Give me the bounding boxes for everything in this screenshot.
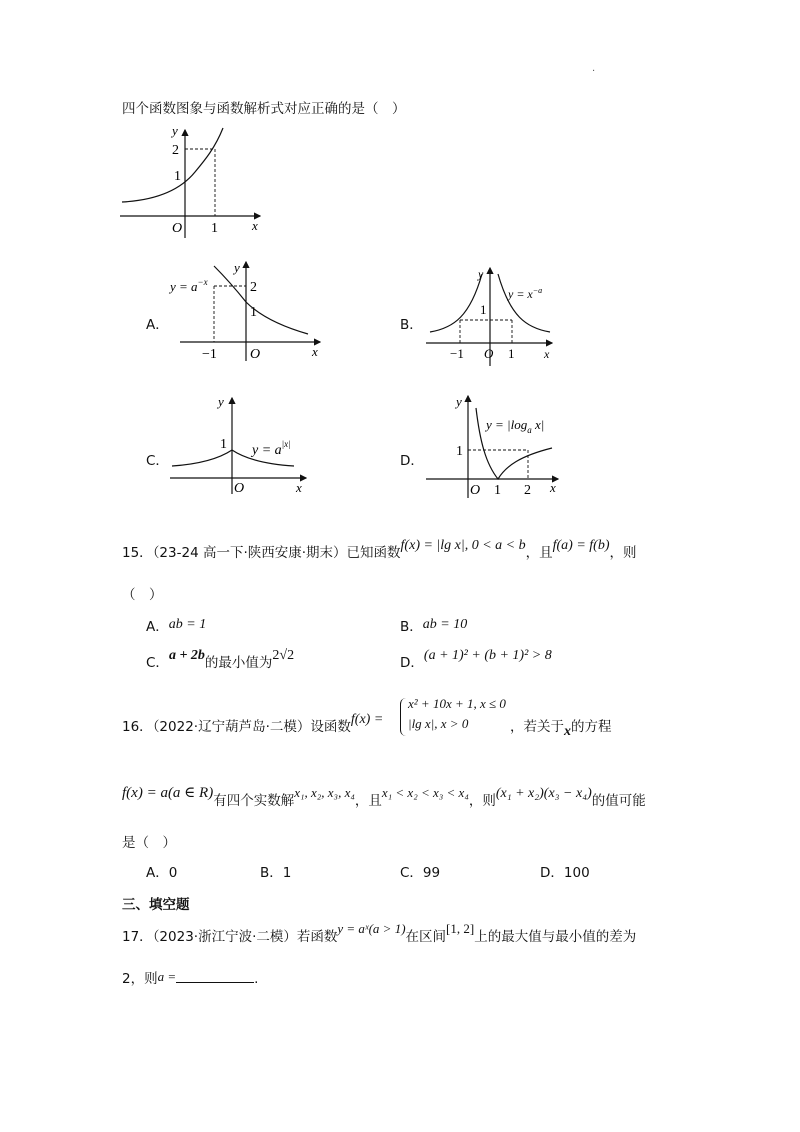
origin: O [470,483,481,498]
tick-x-1: 1 [494,483,501,498]
q17-t1: 在区间 [405,929,447,945]
q15-number: 15． [122,545,153,561]
q16-option-d: D．100 [540,865,590,881]
y-label: y [172,123,178,138]
q15-cond: f(a) = f(b) [552,538,610,553]
q16-option-a: A．0 [146,865,178,881]
q17-number: 17． [122,929,153,945]
tick-x-2: 2 [524,483,531,498]
tick-1: 1 [456,444,463,459]
y-label: y [218,394,224,409]
q16-number: 16． [122,719,153,735]
q14-option-a-label: A． [146,317,169,333]
q17-line2 [122,968,258,988]
q16-case1: x² + 10x + 1, x ≤ 0 [408,696,506,711]
q17-t2: 上的最大值与最小值的差为 [474,929,637,945]
q16-option-c: C．99 [400,865,441,881]
q17-answer-blank[interactable] [176,968,254,983]
origin: O [484,346,494,361]
q16-line1-end [510,718,612,737]
q14-main-graph [120,124,270,244]
origin: O [250,347,261,362]
q14-option-b-graph [424,266,564,366]
q16-line2-expr: (x₁ + x₂)(x₃ − x₄) [495,786,592,801]
q14-option-d-label: D． [400,453,424,469]
formula: y = |log [486,417,528,432]
q16-var: x [564,724,571,739]
q16-case2: |lg x|, x > 0 [408,716,469,731]
q16-line2-t2: ，且 [354,793,382,809]
q16-after: ，若关于 [510,719,564,735]
q14-option-b-label: B． [400,317,423,333]
tick-x-1: 1 [508,346,515,361]
q14-option-c-label: C． [146,453,169,469]
formula: y = a [170,279,198,294]
q16-line3: 是（ ） [122,835,176,851]
x-label: x [312,344,318,359]
formula-sub: a [527,425,532,435]
q15-c-text: 的最小值为 [204,655,273,671]
tick-2: 2 [172,143,179,158]
q17-var: a = [157,969,177,984]
tick-neg1: −1 [450,346,464,361]
y-label: y [456,394,462,409]
x-label: x [252,218,258,233]
q15-c-val: 2√2 [272,648,295,663]
tick-1: 1 [480,302,487,317]
q16-source: （2022·辽宁葫芦岛·二模）设函数 [152,719,351,735]
formula: y = x [508,287,533,301]
x-label: x [550,480,556,495]
q15-b-text: ab = 10 [422,617,468,632]
curve [122,128,223,202]
origin: O [234,481,245,496]
tick-neg1: −1 [202,347,217,362]
q14-option-c-graph [168,394,313,494]
formula-end: x| [531,417,545,432]
formula-sup: −x [197,277,208,287]
q15-source: （23-24 高一下·陕西安康·期末）已知函数 [152,545,401,561]
q15-mid: ，且 [525,545,553,561]
q15-c-label: C． [146,655,169,671]
q15-d-text: (a + 1)² + (b + 1)² > 8 [423,648,552,663]
q17-line2-start: 2，则 [122,971,158,987]
svg-text:y = x−a [507,286,542,301]
q15-end: ，则 [609,545,637,561]
header-dot: . [592,63,596,74]
q15-option-b [400,618,467,637]
q16-line2-t4: 的值可能 [591,793,646,809]
svg-text:y = a|x| [250,439,291,458]
q16-line2-t1: 有四个实数解 [213,793,295,809]
q16-line2-eq: f(x) = a(a ∈ R) [122,785,214,801]
x-label: x [544,347,550,361]
q15-c-expr: a + 2b [168,648,205,663]
tick-1: 1 [220,437,227,452]
q15-b-label: B． [400,619,423,635]
q16-line1 [122,712,384,737]
q17-line1 [122,921,637,946]
section-3-title: 三、填空题 [122,897,190,913]
q15-a-text: ab = 1 [168,617,207,632]
q16-line2-ineq: x₁ < x₂ < x₃ < x₄ [381,785,469,800]
q15-a-label: A． [146,619,169,635]
question-14-stem: 四个函数图象与函数解析式对应正确的是（ ） [122,101,406,117]
tick-2: 2 [250,280,257,295]
q14-option-a-graph [168,258,328,363]
q16-after2: 的方程 [571,719,612,735]
q16-fx: f(x) = [350,712,384,727]
formula-sup: |x| [281,439,291,449]
q16-line2-t3: ，则 [468,793,496,809]
tick-x-1: 1 [211,221,218,236]
q17-interval: [1, 2] [446,921,475,936]
q17-func: y = aˣ(a > 1) [337,921,406,936]
q15-option-c [146,648,295,673]
q15-paren: （ ） [122,587,163,603]
q15-option-d [400,648,552,673]
x-label: x [296,480,302,495]
q15-line1 [122,538,637,563]
q15-d-label: D． [400,655,424,671]
y-label: y [478,267,484,281]
q16-brace [400,698,407,736]
formula-sup: −a [532,286,543,295]
q16-line2-vars: x₁, x₂, x₃, x₄ [294,785,355,800]
origin-label: O [172,221,183,236]
tick-1: 1 [250,305,257,320]
q17-end: . [254,971,259,987]
q15-option-a [146,618,206,637]
svg-text:y = |loga x| [484,417,544,435]
q16-option-b: B．1 [260,865,292,881]
y-label: y [234,260,240,275]
q17-source: （2023·浙江宁波·二模）若函数 [152,929,338,945]
q14-option-d-graph [424,392,566,500]
q15-func: f(x) = |lg x|, 0 < a < b [400,538,526,553]
tick-1: 1 [174,169,181,184]
svg-text:y = a−x [168,277,208,294]
formula: y = a [252,443,282,458]
q16-line2 [122,785,646,811]
